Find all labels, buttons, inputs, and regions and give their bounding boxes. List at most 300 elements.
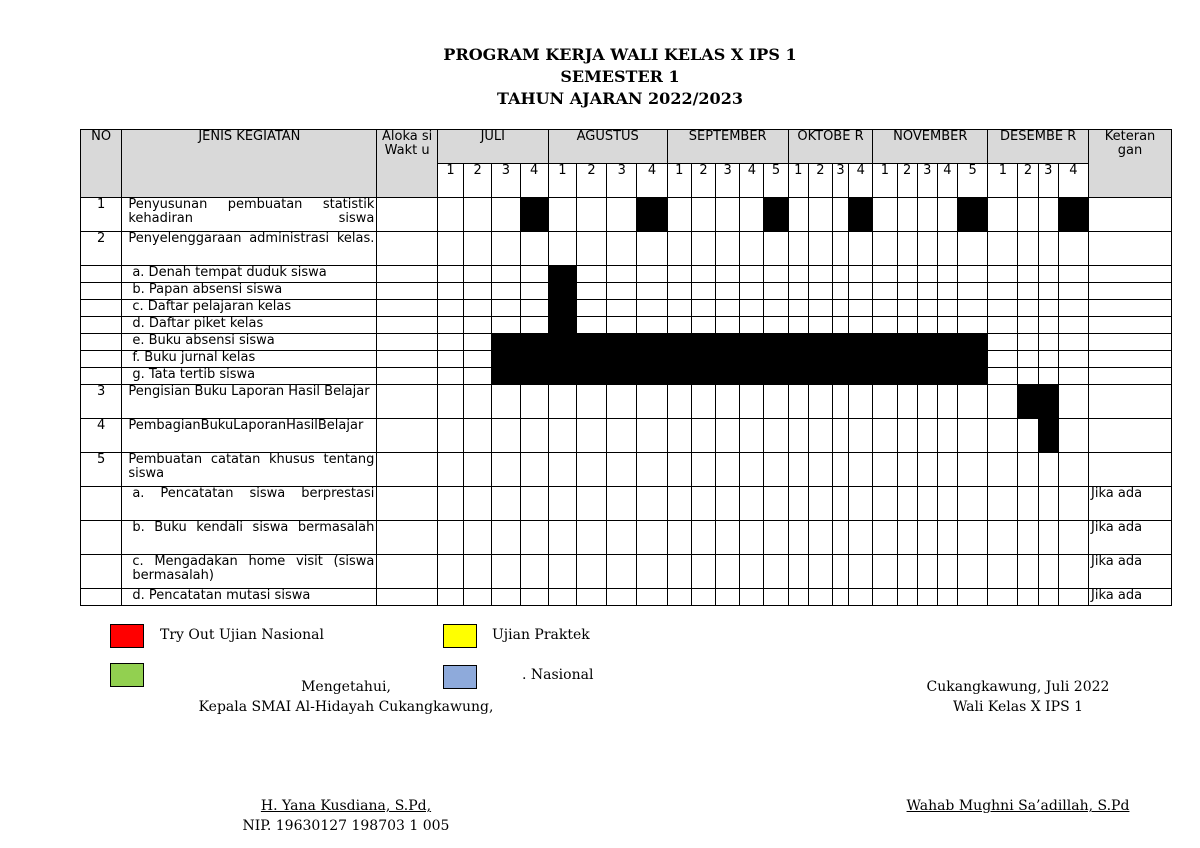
week-number: 1 xyxy=(667,164,691,198)
week-cell xyxy=(958,555,988,589)
keterangan-cell xyxy=(1089,266,1172,283)
week-cell xyxy=(637,487,667,521)
week-cell xyxy=(691,300,715,317)
week-cell xyxy=(548,266,576,283)
alokasi-cell xyxy=(377,589,437,606)
week-cell xyxy=(788,283,808,300)
week-cell xyxy=(637,453,667,487)
alokasi-cell xyxy=(377,419,437,453)
week-cell xyxy=(988,334,1018,351)
legend-swatch-yellow xyxy=(443,624,477,648)
week-cell xyxy=(958,283,988,300)
week-cell xyxy=(1058,555,1088,589)
week-cell xyxy=(937,300,957,317)
week-cell xyxy=(607,351,637,368)
week-cell xyxy=(548,555,576,589)
row-number xyxy=(81,589,122,606)
week-cell xyxy=(716,198,740,232)
week-cell xyxy=(1018,555,1038,589)
week-cell xyxy=(492,555,520,589)
week-cell xyxy=(492,334,520,351)
sig-left-mengetahui: Mengetahui, xyxy=(301,679,391,695)
week-cell xyxy=(637,334,667,351)
week-cell xyxy=(1018,317,1038,334)
alokasi-cell xyxy=(377,300,437,317)
week-number: 4 xyxy=(1058,164,1088,198)
week-cell xyxy=(808,334,832,351)
week-number: 3 xyxy=(492,164,520,198)
week-number: 3 xyxy=(716,164,740,198)
week-cell xyxy=(1038,334,1058,351)
week-cell xyxy=(691,487,715,521)
week-cell xyxy=(548,317,576,334)
week-cell xyxy=(576,419,606,453)
alokasi-cell xyxy=(377,334,437,351)
activity-row xyxy=(81,385,1172,419)
sig-right-position: Wali Kelas X IPS 1 xyxy=(952,699,1084,715)
week-cell xyxy=(740,419,764,453)
week-cell xyxy=(607,368,637,385)
week-cell xyxy=(607,283,637,300)
week-cell xyxy=(764,385,788,419)
week-cell xyxy=(520,198,548,232)
activity-row xyxy=(81,334,1172,351)
month-header: JULI xyxy=(437,130,548,164)
week-cell xyxy=(1038,198,1058,232)
activity-row xyxy=(81,351,1172,368)
activity-row xyxy=(81,589,1172,606)
week-cell xyxy=(873,419,897,453)
col-header-no: NO xyxy=(81,130,122,198)
week-cell xyxy=(1018,521,1038,555)
legend-label-nasional: . Nasional xyxy=(522,667,594,683)
week-cell xyxy=(1018,351,1038,368)
week-cell xyxy=(833,589,849,606)
week-cell xyxy=(833,385,849,419)
week-cell xyxy=(667,487,691,521)
week-cell xyxy=(548,385,576,419)
week-cell xyxy=(492,521,520,555)
week-cell xyxy=(937,198,957,232)
col-header-kegiatan: JENIS KEGIATAN xyxy=(122,130,377,198)
week-cell xyxy=(937,555,957,589)
week-cell xyxy=(1018,232,1038,266)
week-cell xyxy=(808,521,832,555)
week-cell xyxy=(988,266,1018,283)
week-cell xyxy=(716,385,740,419)
week-cell xyxy=(1038,300,1058,317)
week-cell xyxy=(740,283,764,300)
week-cell xyxy=(716,266,740,283)
week-cell xyxy=(520,589,548,606)
week-cell xyxy=(788,266,808,283)
week-cell xyxy=(1058,385,1088,419)
week-cell xyxy=(788,317,808,334)
week-cell xyxy=(607,453,637,487)
week-cell xyxy=(937,385,957,419)
week-cell xyxy=(1038,317,1058,334)
week-cell xyxy=(637,589,667,606)
alokasi-cell xyxy=(377,283,437,300)
week-cell xyxy=(808,351,832,368)
week-cell xyxy=(1038,521,1058,555)
week-cell xyxy=(1038,368,1058,385)
week-cell xyxy=(464,266,492,283)
week-cell xyxy=(917,351,937,368)
week-cell xyxy=(849,266,873,283)
week-cell xyxy=(548,487,576,521)
activity-description: e. Buku absensi siswa xyxy=(122,334,377,351)
week-cell xyxy=(607,521,637,555)
week-cell xyxy=(937,419,957,453)
sig-left-nip: NIP. 19630127 198703 1 005 xyxy=(242,818,450,834)
week-cell xyxy=(464,589,492,606)
week-cell xyxy=(1038,232,1058,266)
week-cell xyxy=(937,232,957,266)
week-cell xyxy=(716,334,740,351)
alokasi-cell xyxy=(377,453,437,487)
week-cell xyxy=(637,521,667,555)
week-cell xyxy=(691,419,715,453)
week-cell xyxy=(833,453,849,487)
week-cell xyxy=(548,453,576,487)
week-cell xyxy=(667,453,691,487)
week-cell xyxy=(1038,555,1058,589)
week-cell xyxy=(917,300,937,317)
week-cell xyxy=(988,419,1018,453)
week-cell xyxy=(464,555,492,589)
week-cell xyxy=(520,368,548,385)
week-cell xyxy=(637,555,667,589)
week-cell xyxy=(548,351,576,368)
sig-right-name: Wahab Mughni Sa’adillah, S.Pd xyxy=(906,798,1130,814)
week-cell xyxy=(716,419,740,453)
week-cell xyxy=(958,198,988,232)
week-cell xyxy=(691,317,715,334)
week-cell xyxy=(576,351,606,368)
week-cell xyxy=(520,317,548,334)
week-cell xyxy=(1058,351,1088,368)
week-cell xyxy=(667,300,691,317)
week-cell xyxy=(520,453,548,487)
activity-description: Penyusunan pembuatan statistik kehadiran siswa xyxy=(122,198,377,232)
week-cell xyxy=(849,368,873,385)
week-cell xyxy=(667,232,691,266)
doc-title: PROGRAM KERJA WALI KELAS X IPS 1 xyxy=(443,45,797,64)
week-cell xyxy=(873,487,897,521)
week-cell xyxy=(897,266,917,283)
activity-description: g. Tata tertib siswa xyxy=(122,368,377,385)
week-cell xyxy=(788,232,808,266)
week-cell xyxy=(988,555,1018,589)
week-cell xyxy=(1038,385,1058,419)
week-cell xyxy=(637,198,667,232)
week-cell xyxy=(849,232,873,266)
alokasi-cell xyxy=(377,266,437,283)
week-cell xyxy=(958,351,988,368)
week-cell xyxy=(917,198,937,232)
week-cell xyxy=(576,521,606,555)
week-cell xyxy=(548,368,576,385)
week-number: 2 xyxy=(691,164,715,198)
week-cell xyxy=(464,419,492,453)
week-cell xyxy=(576,300,606,317)
row-number: 3 xyxy=(81,385,122,419)
legend-swatch-blue xyxy=(443,665,477,689)
alokasi-cell xyxy=(377,521,437,555)
week-number: 1 xyxy=(988,164,1018,198)
row-number xyxy=(81,334,122,351)
week-cell xyxy=(833,487,849,521)
week-cell xyxy=(637,283,667,300)
week-cell xyxy=(520,283,548,300)
week-cell xyxy=(548,521,576,555)
week-cell xyxy=(764,300,788,317)
activity-row xyxy=(81,368,1172,385)
week-cell xyxy=(492,198,520,232)
week-cell xyxy=(1058,419,1088,453)
sig-right-place-date: Cukangkawung, Juli 2022 xyxy=(926,679,1110,695)
keterangan-cell xyxy=(1089,317,1172,334)
week-cell xyxy=(873,300,897,317)
week-cell xyxy=(897,198,917,232)
week-cell xyxy=(833,300,849,317)
week-cell xyxy=(808,555,832,589)
week-cell xyxy=(988,198,1018,232)
week-cell xyxy=(897,589,917,606)
row-number xyxy=(81,521,122,555)
alokasi-cell xyxy=(377,198,437,232)
activity-row xyxy=(81,487,1172,521)
activity-row xyxy=(81,317,1172,334)
row-number xyxy=(81,351,122,368)
week-cell xyxy=(764,266,788,283)
week-cell xyxy=(873,521,897,555)
week-cell xyxy=(917,385,937,419)
week-cell xyxy=(607,266,637,283)
week-cell xyxy=(1058,300,1088,317)
week-cell xyxy=(849,317,873,334)
week-cell xyxy=(764,521,788,555)
week-cell xyxy=(607,487,637,521)
week-cell xyxy=(1038,283,1058,300)
week-cell xyxy=(740,300,764,317)
week-cell xyxy=(637,317,667,334)
week-cell xyxy=(716,521,740,555)
week-cell xyxy=(520,351,548,368)
week-cell xyxy=(808,589,832,606)
week-cell xyxy=(764,368,788,385)
week-cell xyxy=(873,351,897,368)
week-cell xyxy=(740,521,764,555)
week-cell xyxy=(691,351,715,368)
week-cell xyxy=(520,300,548,317)
week-cell xyxy=(520,334,548,351)
week-number: 2 xyxy=(897,164,917,198)
week-cell xyxy=(716,232,740,266)
week-cell xyxy=(873,334,897,351)
week-cell xyxy=(492,487,520,521)
week-cell xyxy=(667,555,691,589)
week-cell xyxy=(808,300,832,317)
week-cell xyxy=(897,334,917,351)
week-cell xyxy=(988,385,1018,419)
week-cell xyxy=(716,283,740,300)
week-cell xyxy=(1018,453,1038,487)
week-cell xyxy=(492,385,520,419)
month-header: DESEMBE R xyxy=(988,130,1089,164)
week-cell xyxy=(833,555,849,589)
week-cell xyxy=(637,385,667,419)
week-cell xyxy=(1018,198,1038,232)
week-cell xyxy=(1018,300,1038,317)
week-cell xyxy=(464,521,492,555)
week-cell xyxy=(897,300,917,317)
week-cell xyxy=(1018,283,1038,300)
row-number xyxy=(81,487,122,521)
week-cell xyxy=(1018,419,1038,453)
week-cell xyxy=(873,232,897,266)
week-cell xyxy=(1038,266,1058,283)
week-number: 2 xyxy=(1018,164,1038,198)
week-cell xyxy=(1038,453,1058,487)
week-cell xyxy=(1058,266,1088,283)
week-number: 4 xyxy=(637,164,667,198)
week-cell xyxy=(788,198,808,232)
activity-description: Pengisian Buku Laporan Hasil Belajar xyxy=(122,385,377,419)
row-number: 2 xyxy=(81,232,122,266)
row-number xyxy=(81,317,122,334)
week-cell xyxy=(937,266,957,283)
week-cell xyxy=(437,283,463,300)
week-cell xyxy=(548,589,576,606)
week-cell xyxy=(788,555,808,589)
week-cell xyxy=(937,487,957,521)
week-cell xyxy=(520,266,548,283)
week-cell xyxy=(548,419,576,453)
week-cell xyxy=(437,317,463,334)
week-cell xyxy=(917,589,937,606)
week-cell xyxy=(740,232,764,266)
col-header-keterangan: Keteran gan xyxy=(1089,130,1172,198)
week-cell xyxy=(958,334,988,351)
week-cell xyxy=(637,266,667,283)
week-cell xyxy=(833,351,849,368)
week-cell xyxy=(464,368,492,385)
week-cell xyxy=(873,198,897,232)
week-cell xyxy=(464,283,492,300)
keterangan-cell: Jika ada xyxy=(1089,487,1172,521)
alokasi-cell xyxy=(377,487,437,521)
keterangan-cell xyxy=(1089,334,1172,351)
week-cell xyxy=(988,351,1018,368)
week-cell xyxy=(740,198,764,232)
activity-row xyxy=(81,453,1172,487)
week-cell xyxy=(1058,198,1088,232)
week-cell xyxy=(849,487,873,521)
week-cell xyxy=(873,453,897,487)
week-cell xyxy=(764,198,788,232)
week-number: 4 xyxy=(849,164,873,198)
week-cell xyxy=(637,232,667,266)
week-cell xyxy=(1058,334,1088,351)
keterangan-cell xyxy=(1089,419,1172,453)
week-cell xyxy=(958,385,988,419)
week-cell xyxy=(667,385,691,419)
week-cell xyxy=(607,385,637,419)
week-cell xyxy=(1018,334,1038,351)
week-cell xyxy=(1018,385,1038,419)
week-cell xyxy=(788,589,808,606)
week-cell xyxy=(691,385,715,419)
week-cell xyxy=(1058,453,1088,487)
week-cell xyxy=(548,232,576,266)
week-cell xyxy=(764,487,788,521)
week-cell xyxy=(576,453,606,487)
week-cell xyxy=(1038,487,1058,521)
week-cell xyxy=(917,266,937,283)
doc-year: TAHUN AJARAN 2022/2023 xyxy=(497,89,743,108)
sig-left-name: H. Yana Kusdiana, S.Pd, xyxy=(260,798,432,814)
week-cell xyxy=(637,351,667,368)
week-cell xyxy=(808,317,832,334)
week-cell xyxy=(437,334,463,351)
week-cell xyxy=(464,232,492,266)
week-cell xyxy=(788,419,808,453)
week-cell xyxy=(873,589,897,606)
week-cell xyxy=(437,198,463,232)
week-cell xyxy=(788,300,808,317)
week-cell xyxy=(764,232,788,266)
week-cell xyxy=(492,300,520,317)
week-cell xyxy=(667,368,691,385)
week-cell xyxy=(437,589,463,606)
week-cell xyxy=(833,317,849,334)
week-cell xyxy=(464,317,492,334)
week-cell xyxy=(849,385,873,419)
week-cell xyxy=(691,368,715,385)
week-cell xyxy=(833,283,849,300)
week-cell xyxy=(897,521,917,555)
week-cell xyxy=(917,334,937,351)
week-cell xyxy=(492,589,520,606)
week-cell xyxy=(520,521,548,555)
week-cell xyxy=(764,453,788,487)
legend-swatch-green xyxy=(110,663,144,687)
week-cell xyxy=(1038,351,1058,368)
week-number: 3 xyxy=(607,164,637,198)
week-cell xyxy=(437,385,463,419)
week-cell xyxy=(740,351,764,368)
week-cell xyxy=(637,300,667,317)
week-cell xyxy=(958,232,988,266)
week-cell xyxy=(833,334,849,351)
week-cell xyxy=(873,283,897,300)
week-cell xyxy=(740,385,764,419)
sig-left-position: Kepala SMAI Al-Hidayah Cukangkawung, xyxy=(198,699,494,715)
week-cell xyxy=(437,419,463,453)
week-cell xyxy=(492,453,520,487)
week-cell xyxy=(576,283,606,300)
row-number: 5 xyxy=(81,453,122,487)
week-number: 3 xyxy=(1038,164,1058,198)
week-cell xyxy=(988,368,1018,385)
week-cell xyxy=(808,283,832,300)
week-cell xyxy=(492,266,520,283)
week-cell xyxy=(1058,232,1088,266)
row-number: 1 xyxy=(81,198,122,232)
week-cell xyxy=(937,351,957,368)
